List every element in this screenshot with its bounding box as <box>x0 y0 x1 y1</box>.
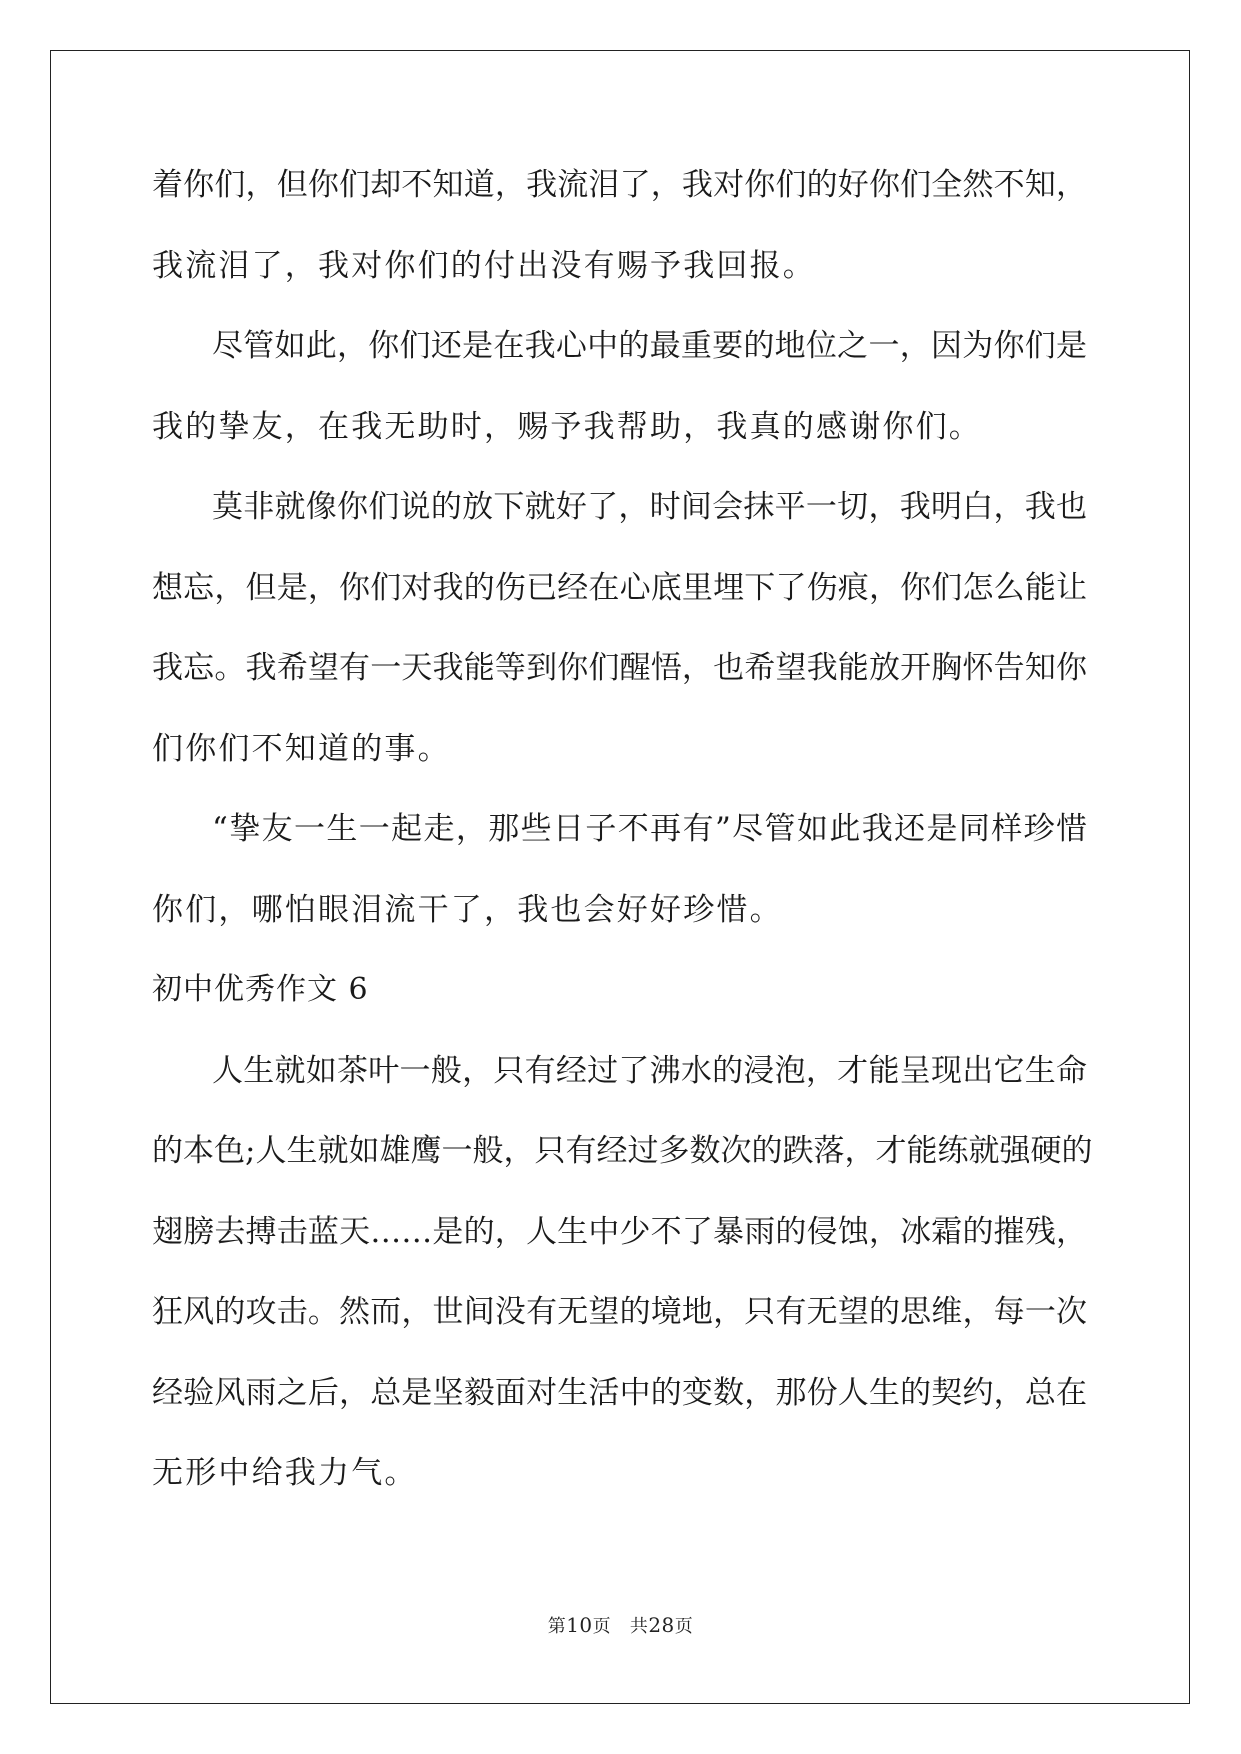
text-line: 想忘，但是，你们对我的伤已经在心底里埋下了伤痕，你们怎么能让 <box>152 569 1087 606</box>
text-line: 人生就如茶叶一般，只有经过了沸水的浸泡，才能呈现出它生命 <box>212 1052 1087 1089</box>
text-line: 的本色;人生就如雄鹰一般，只有经过多数次的跌落，才能练就强硬的 <box>152 1133 1093 1169</box>
section-heading: 初中优秀作文 6 <box>152 972 369 1007</box>
text-line: 尽管如此，你们还是在我心中的最重要的地位之一，因为你们是 <box>212 328 1087 364</box>
text-line: 们你们不知道的事。 <box>152 730 451 767</box>
page-label-suffix: 页 <box>592 1616 612 1637</box>
text-line: 狂风的攻击。然而，世间没有无望的境地，只有无望的思维，每一次 <box>152 1294 1087 1330</box>
current-page-number: 10 <box>566 1613 593 1637</box>
text-line: 莫非就像你们说的放下就好了，时间会抹平一切，我明白，我也 <box>212 489 1087 525</box>
text-line: 我流泪了，我对你们的付出没有赐予我回报。 <box>152 247 816 284</box>
text-line: 我的挚友，在我无助时，赐予我帮助，我真的感谢你们。 <box>152 408 982 445</box>
text-line: 着你们，但你们却不知道，我流泪了，我对你们的好你们全然不知， <box>152 167 1087 203</box>
text-line: 你们，哪怕眼泪流干了，我也会好好珍惜。 <box>152 891 783 928</box>
total-page-number: 28 <box>648 1613 675 1637</box>
text-line: “挚友一生一起走，那些日子不再有”尽管如此我还是同样珍惜 <box>212 811 1087 847</box>
text-line: 无形中给我力气。 <box>152 1455 418 1491</box>
document-body <box>152 165 1093 1534</box>
page-footer <box>0 1612 1241 1638</box>
page-label-prefix: 第 <box>547 1616 567 1637</box>
total-label-prefix: 共 <box>629 1616 649 1637</box>
total-label-suffix: 页 <box>674 1616 694 1637</box>
text-line: 翅膀去搏击蓝天……是的，人生中少不了暴雨的侵蚀，冰霜的摧残， <box>152 1213 1087 1250</box>
text-line: 我忘。我希望有一天我能等到你们醒悟，也希望我能放开胸怀告知你 <box>152 650 1087 686</box>
text-line: 经验风雨之后，总是坚毅面对生活中的变数，那份人生的契约，总在 <box>152 1374 1087 1411</box>
